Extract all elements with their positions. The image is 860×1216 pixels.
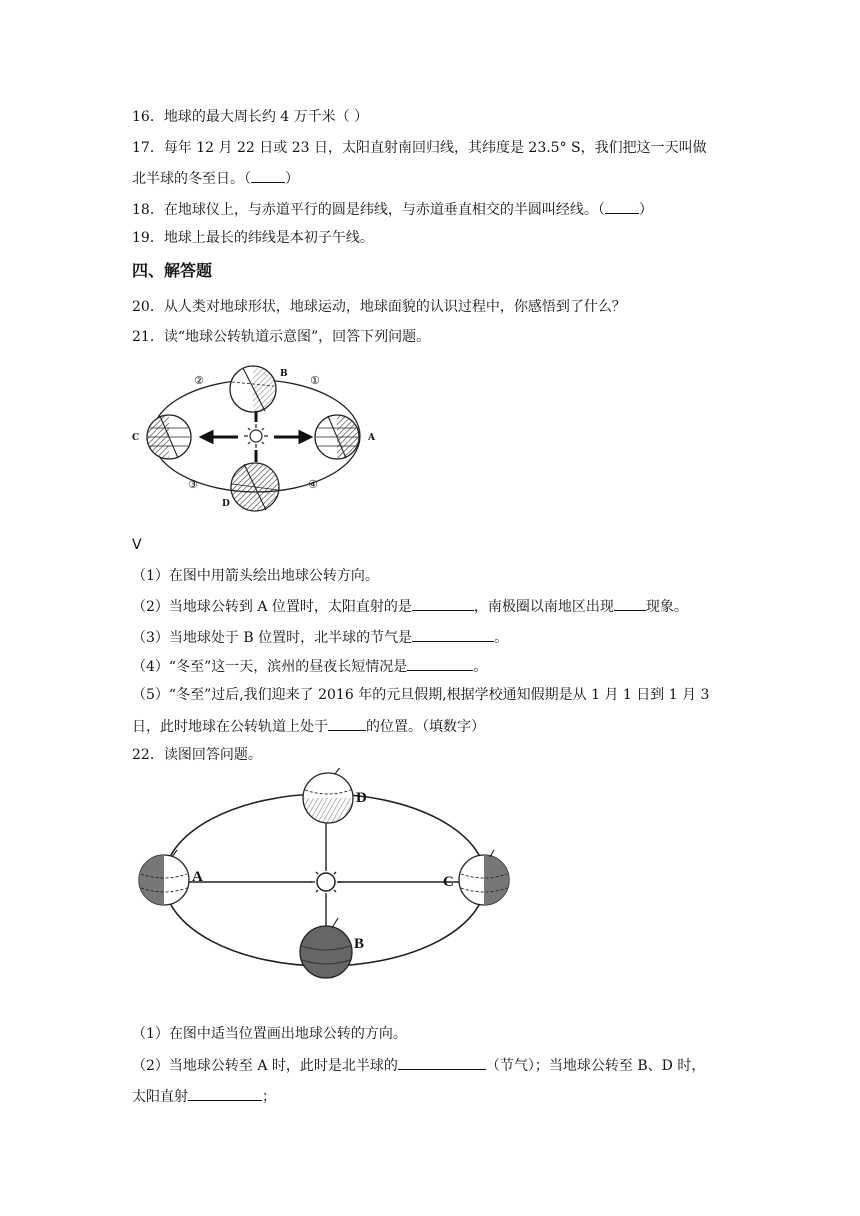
q21-5-text-b: 的位置。（填数字） xyxy=(366,719,485,735)
label-num-4: ④ xyxy=(308,478,318,491)
q21-2-text-c: 现象。 xyxy=(645,599,688,615)
question-16: 16．地球的最大周长约 4 万千米（ ） xyxy=(132,109,369,125)
q21-2-text-a: （2）当地球公转到 A 位置时，太阳直射的是 xyxy=(132,599,412,615)
orbit-diagram-1 xyxy=(128,356,388,524)
earth-c-icon xyxy=(147,415,191,459)
label-d-2: D xyxy=(356,790,367,806)
stray-character: V xyxy=(132,537,142,553)
label-num-1: ① xyxy=(310,374,320,387)
question-22-1: （1）在图中适当位置画出地球公转的方向。 xyxy=(132,1026,407,1042)
earth-d-icon-2 xyxy=(303,768,353,823)
answer-blank-17[interactable] xyxy=(251,168,285,183)
orbit-diagram-2 xyxy=(132,768,518,980)
answer-blank-18[interactable] xyxy=(605,199,639,214)
q21-3-text-b: 。 xyxy=(494,630,509,646)
label-c-2: C xyxy=(443,874,454,890)
answer-blank-21-2b[interactable] xyxy=(614,596,646,611)
question-22-2-line-2 xyxy=(132,1086,276,1106)
question-21-3 xyxy=(132,627,508,647)
question-21-1: （1）在图中用箭头绘出地球公转方向。 xyxy=(132,568,379,584)
question-21-5-line-2 xyxy=(132,716,485,736)
label-c: C xyxy=(132,433,140,443)
question-17-line-1: 17．每年 12 月 22 日或 23 日，太阳直射南回归线，其纬度是 23.5° S，我们把这一天叫做 xyxy=(132,140,707,156)
earth-b-icon-2 xyxy=(300,918,352,978)
label-num-3: ③ xyxy=(188,478,198,491)
question-21: 21．读“地球公转轨道示意图”，回答下列问题。 xyxy=(132,329,431,345)
question-20: 20．从人类对地球形状，地球运动，地球面貌的认识过程中，你感悟到了什么？ xyxy=(132,299,626,315)
label-b: B xyxy=(280,369,288,379)
answer-blank-22-2a[interactable] xyxy=(398,1055,486,1070)
q21-3-text-a: （3）当地球处于 B 位置时，北半球的节气是 xyxy=(132,630,413,646)
question-17-line-2 xyxy=(132,168,299,188)
question-21-5-line-1: （5）“冬至”过后,我们迎来了 2016 年的元旦假期,根据学校通知假期是从 1 月 1 日到 1 月 3 xyxy=(132,687,710,703)
q21-4-text-b: 。 xyxy=(473,659,488,675)
question-17-text: 北半球的冬至日。（ xyxy=(132,171,251,187)
question-21-4 xyxy=(132,656,487,676)
label-a-2: A xyxy=(192,869,203,885)
earth-d-icon xyxy=(231,463,279,511)
question-19: 19．地球上最长的纬线是本初子午线。 xyxy=(132,230,374,246)
q21-4-text-a: （4）“冬至”这一天，滨州的昼夜长短情况是 xyxy=(132,659,408,675)
sun-icon xyxy=(244,424,268,448)
answer-blank-21-5[interactable] xyxy=(328,716,366,731)
earth-a-icon xyxy=(315,415,359,459)
label-d: D xyxy=(222,499,230,509)
question-22-2-line-1 xyxy=(132,1055,705,1075)
earth-b-icon xyxy=(230,366,276,412)
sun-icon-2 xyxy=(311,867,341,897)
question-18-close: ） xyxy=(638,202,653,218)
answer-blank-21-4[interactable] xyxy=(407,656,473,671)
answer-blank-21-2a[interactable] xyxy=(412,596,474,611)
label-b-2: B xyxy=(354,936,365,952)
label-a: A xyxy=(368,433,375,443)
q22-2-text-c: 太阳直射 xyxy=(132,1089,188,1105)
question-18 xyxy=(132,199,653,219)
question-22: 22．读图回答问题。 xyxy=(132,747,262,763)
answer-blank-21-3[interactable] xyxy=(412,627,494,642)
earth-c-icon-2 xyxy=(459,850,509,905)
answer-blank-22-2b[interactable] xyxy=(188,1086,262,1101)
question-17-close: ） xyxy=(285,171,299,187)
question-21-2 xyxy=(132,596,688,616)
q22-2-text-d: ； xyxy=(262,1089,276,1105)
question-18-text: 18．在地球仪上，与赤道平行的圆是纬线，与赤道垂直相交的半圆叫经线。（ xyxy=(132,202,605,218)
label-num-2: ② xyxy=(194,374,204,387)
section-heading-4: 四、解答题 xyxy=(132,261,213,280)
earth-a-icon-2 xyxy=(139,850,189,905)
q21-5-text-a: 日，此时地球在公转轨道上处于 xyxy=(132,719,328,735)
q22-2-text-a: （2）当地球公转至 A 时，此时是北半球的 xyxy=(132,1058,398,1074)
q22-2-text-b: （节气）；当地球公转至 B、D 时， xyxy=(485,1058,706,1074)
q21-2-text-b: ，南极圈以南地区出现 xyxy=(473,599,614,615)
